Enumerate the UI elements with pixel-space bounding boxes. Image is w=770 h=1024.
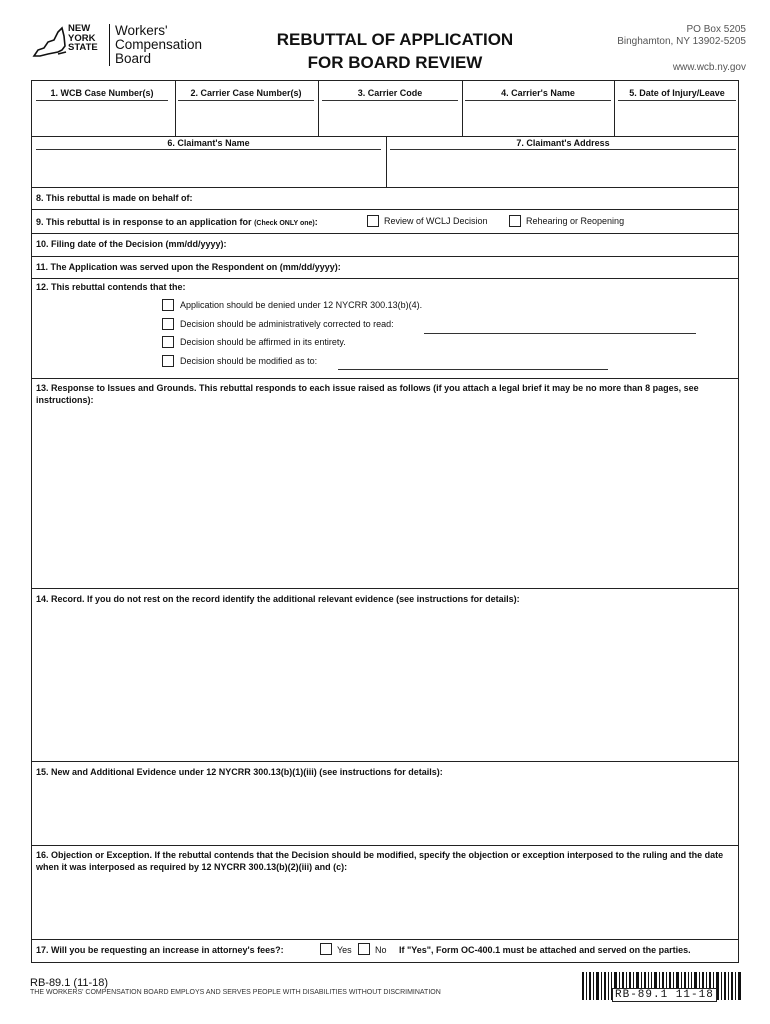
case-number-label: 1. WCB Case Number(s) <box>50 88 154 98</box>
q17-no-label: No <box>375 945 387 955</box>
po-box: PO Box 5205 <box>686 24 746 35</box>
website-link[interactable]: www.wcb.ny.gov <box>672 62 746 73</box>
mailing-address <box>617 24 746 48</box>
q12-label: 12. This rebuttal contends that the: <box>36 282 186 292</box>
carrier-code-label: 3. Carrier Code <box>357 88 423 98</box>
title-line-1: REBUTTAL OF APPLICATION <box>276 30 514 49</box>
q12-denied-checkbox[interactable] <box>162 299 174 311</box>
q12-corrected-line[interactable] <box>424 333 696 334</box>
title-line-2: FOR BOARD REVIEW <box>307 53 483 72</box>
q17-yes-checkbox[interactable] <box>320 943 332 955</box>
divider <box>32 378 738 379</box>
ny-state-wordmark: NEW YORK STATE <box>68 23 98 53</box>
q8-label: 8. This rebuttal is made on behalf of: <box>36 193 193 203</box>
divider <box>32 845 738 846</box>
q12-option-modified: Decision should be modified as to: <box>180 356 318 366</box>
q8-field[interactable] <box>232 189 737 209</box>
q9-wclj-review-checkbox[interactable] <box>367 215 379 227</box>
divider <box>318 81 319 136</box>
carrier-case-number-label: 2. Carrier Case Number(s) <box>190 88 302 98</box>
q9-option-2: Rehearing or Reopening <box>526 216 625 226</box>
q12-option-denied: Application should be denied under 12 NYCRR 300.13(b)(4). <box>180 300 423 310</box>
q12-modified-checkbox[interactable] <box>162 355 174 367</box>
carrier-name-label: 4. Carrier's Name <box>501 88 575 98</box>
divider <box>32 136 738 137</box>
divider <box>32 256 738 257</box>
disclaimer: THE WORKERS' COMPENSATION BOARD EMPLOYS AND SERVES PEOPLE WITH DISABILITIES WITHOUT DISCRIMINATION <box>30 989 441 996</box>
q17-no-checkbox[interactable] <box>358 943 370 955</box>
divider <box>32 233 738 234</box>
carrier-name-field[interactable] <box>463 101 613 136</box>
form-body <box>31 80 739 963</box>
claimant-name-field[interactable] <box>33 150 385 186</box>
date-of-injury-label: 5. Date of Injury/Leave <box>629 88 725 98</box>
q17-yes-label: Yes <box>337 945 352 955</box>
q12-option-corrected: Decision should be administratively corrected to read: <box>180 319 394 329</box>
city-state-zip: Binghamton, NY 13902-5205 <box>617 36 746 47</box>
q17-label: 17. Will you be requesting an increase in attorney's fees?: <box>36 945 284 955</box>
divider <box>175 81 176 136</box>
wcb-logo <box>32 20 202 72</box>
q14-label: 14. Record. If you do not rest on the record identify the additional relevant evidence (see instructions for details): <box>36 594 520 604</box>
q13-label: 13. Response to Issues and Grounds. This rebuttal responds to each issue raised as follows (if you attach a legal brief it may be no more than 8 pages, see instructions): <box>36 383 699 405</box>
divider <box>32 588 738 589</box>
divider <box>32 278 738 279</box>
carrier-code-field[interactable] <box>320 101 460 136</box>
q9-option-1: Review of WCLJ Decision <box>384 216 488 226</box>
q9-rehearing-checkbox[interactable] <box>509 215 521 227</box>
divider <box>32 209 738 210</box>
date-of-injury-field[interactable] <box>616 101 738 136</box>
form-title <box>230 28 560 74</box>
divider <box>32 761 738 762</box>
q15-label: 15. New and Additional Evidence under 12 NYCRR 300.13(b)(1)(iii) (see instructions for details): <box>36 767 443 777</box>
q12-corrected-checkbox[interactable] <box>162 318 174 330</box>
form-id: RB-89.1 (11-18) <box>30 977 109 989</box>
q16-label: 16. Objection or Exception. If the rebuttal contends that the Decision should be modified, specify the objection or exception interposed to the ruling and the date when it was interposed as required by 12 NYCRR 300.13(b)(2)(iii) and (c): <box>36 850 724 872</box>
divider <box>32 187 738 188</box>
q12-modified-line[interactable] <box>338 369 608 370</box>
q12-option-affirmed: Decision should be affirmed in its entirety. <box>180 337 346 347</box>
q17-note: If "Yes", Form OC-400.1 must be attached and served on the parties. <box>399 945 691 955</box>
case-number-field[interactable] <box>33 101 173 136</box>
q10-label: 10. Filing date of the Decision (mm/dd/yyyy): <box>36 239 227 249</box>
q12-affirmed-checkbox[interactable] <box>162 336 174 348</box>
divider <box>32 939 738 940</box>
divider <box>614 81 615 136</box>
q9-label: 9. This rebuttal is in response to an application for (Check ONLY one): <box>36 217 318 227</box>
q9-note: (Check ONLY one) <box>254 220 315 227</box>
q11-date-field[interactable] <box>392 258 737 276</box>
claimant-name-label: 6. Claimant's Name <box>167 138 250 148</box>
q13-response-area[interactable] <box>33 409 738 587</box>
q15-response-area[interactable] <box>33 781 738 844</box>
agency-wordmark: Workers' Compensation Board <box>109 24 202 66</box>
q16-response-area[interactable] <box>33 877 738 937</box>
carrier-case-number-field[interactable] <box>176 101 316 136</box>
q14-response-area[interactable] <box>33 609 738 759</box>
q11-label: 11. The Application was served upon the Respondent on (mm/dd/yyyy): <box>36 262 341 272</box>
claimant-address-field[interactable] <box>388 150 738 186</box>
divider <box>386 136 387 187</box>
q10-date-field[interactable] <box>262 235 737 255</box>
ny-state-map-icon <box>32 26 68 62</box>
claimant-address-label: 7. Claimant's Address <box>516 138 610 148</box>
barcode-text: RB-89.1 11-18 <box>612 988 717 1002</box>
divider <box>462 81 463 136</box>
